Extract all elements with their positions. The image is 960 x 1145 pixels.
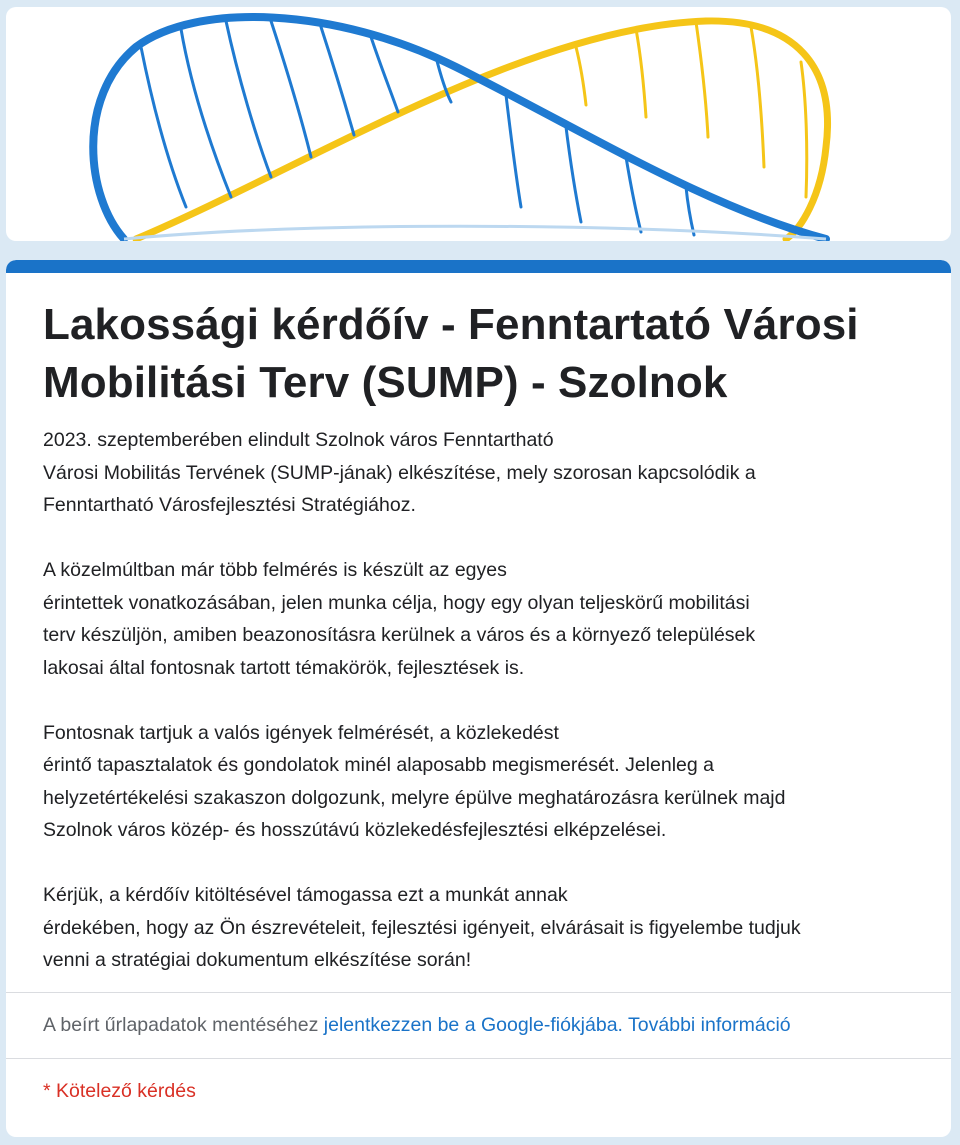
signin-link[interactable]: jelentkezzen be a Google-fiókjába. xyxy=(323,1013,623,1036)
header-banner-image xyxy=(6,7,951,241)
signin-prefix: A beírt űrlapadatok mentéséhez xyxy=(43,1013,324,1036)
signin-notice xyxy=(6,993,951,1058)
form-header-card xyxy=(6,260,951,1137)
more-info-link[interactable]: További információ xyxy=(628,1013,791,1036)
form-title: Lakossági kérdőív - Fenntartató Városi Mobilitási Terv (SUMP) - Szolnok xyxy=(43,300,859,407)
form-description: 2023. szeptemberében elindult Szolnok város Fenntartható Városi Mobilitás Tervének (SUMP-jának) elkészítése, mely szorosan kapcsolódik a Fenntartható Városfejlesztési Stratégiához. A közelmúltban már több felmérés is készült az egyes érintettek vonatkozásában, jelen munka célja, hogy egy olyan teljeskörű mobilitási terv készüljön, amiben beazonosításra kerülnek a város és a környező települések lakosai által fontosnak tartott témakörök, fejlesztések is. Fontosnak tartjuk a valós igények felmérését, a közlekedést érintő tapasztalatok és gondolatok minél alaposabb megismerését. Jelenleg a helyzetértékelési szakaszon dolgozunk, melyre épülve meghatározásra kerülnek majd Szolnok város közép- és hosszútávú közlekedésfejlesztési elképzelései. Kérjük, a kérdőív kitöltésével támogassa ezt a munkát annak érdekében, hogy az Ön észrevételeit, fejlesztési igényeit, elvárásait is figyelembe tudjuk venni a stratégiai dokumentum elkészítése során! xyxy=(43,429,801,971)
required-question-note: * Kötelező kérdés xyxy=(43,1079,196,1102)
card-accent-bar xyxy=(6,260,951,273)
arch-logo-icon xyxy=(6,7,951,241)
